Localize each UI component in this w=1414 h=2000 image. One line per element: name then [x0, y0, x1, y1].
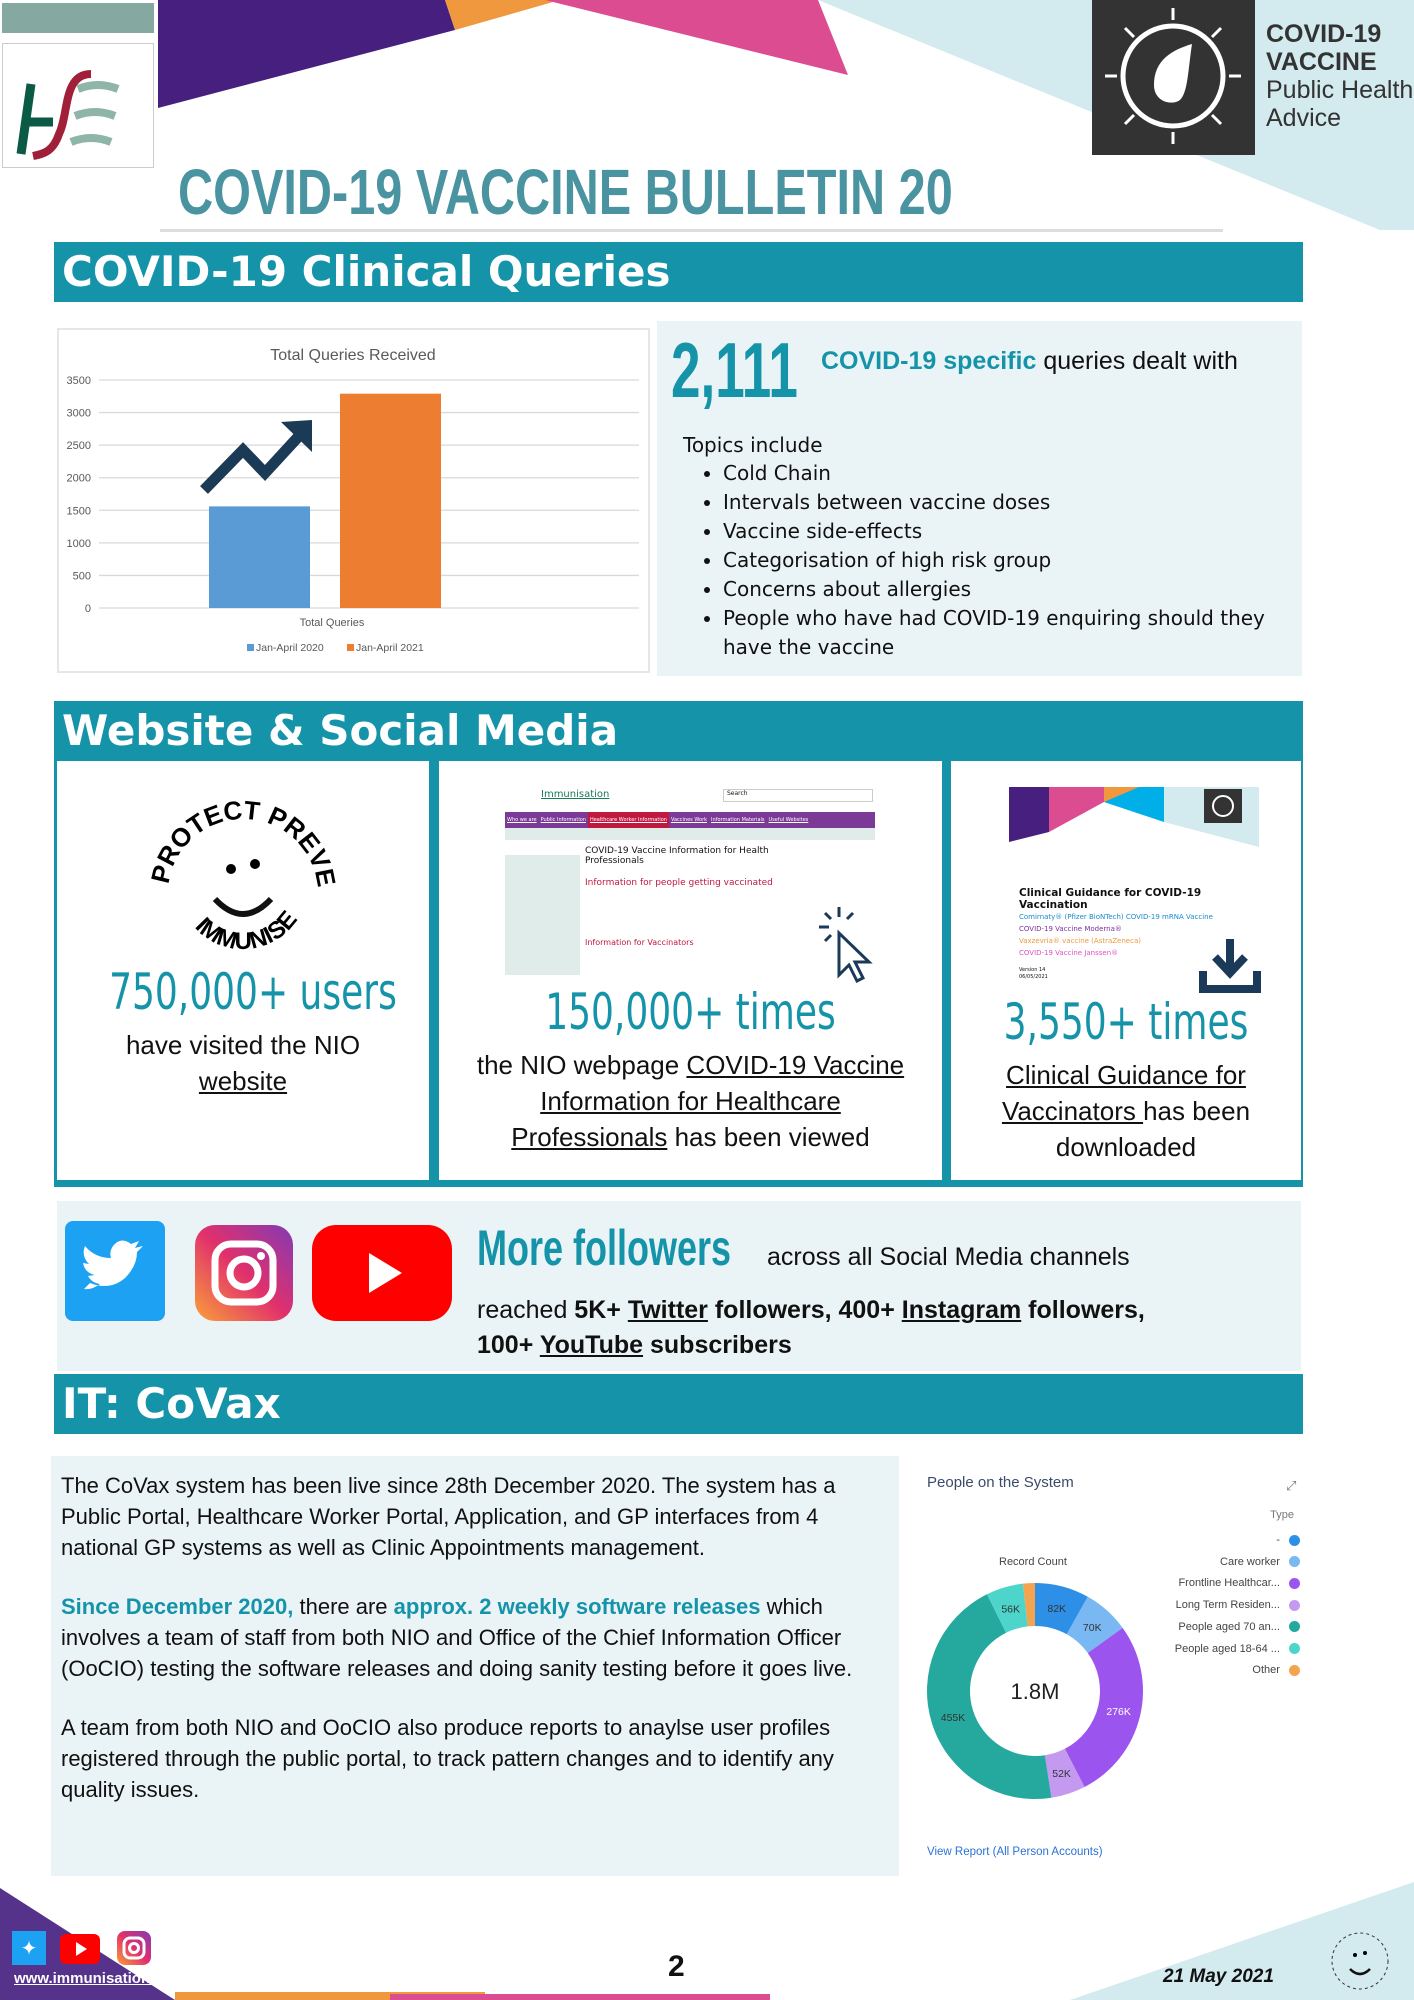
covax-since: Since December 2020,: [61, 1594, 294, 1619]
section-covax: IT: CoVax: [54, 1374, 1303, 1434]
donut-slice-label: 455K: [940, 1711, 966, 1724]
legend-swatch: [1289, 1643, 1300, 1654]
logo-strip: [2, 3, 154, 33]
legend-label: Long Term Residen...: [1175, 1599, 1280, 1612]
topic-item: • Categorisation of high risk group: [723, 546, 1288, 575]
followers-text: followers,: [1021, 1296, 1145, 1324]
footer-instagram-icon[interactable]: [117, 1931, 151, 1965]
legend-swatch: [1289, 1556, 1300, 1567]
legend-item[interactable]: [1175, 1530, 1300, 1552]
donut-title: People on the System: [927, 1474, 1074, 1491]
doc-date: 06/05/2021: [1019, 974, 1048, 980]
legend-item[interactable]: [1175, 1639, 1300, 1661]
social-panel: [57, 1201, 1301, 1371]
covax-paragraph-1: The CoVax system has been live since 28th December 2020. The system has a Public Portal, Healthcare Worker Portal, Application, and GP interfaces from 4 national GP systems as well as Clinic Appointments management.: [61, 1473, 836, 1560]
people-on-system-widget: [900, 1456, 1314, 1876]
badge-line3: Public Health: [1266, 76, 1414, 104]
footer-protect-prevent-logo: [1320, 1925, 1400, 1997]
queries-rest: queries dealt with: [1043, 347, 1238, 375]
doc-line1: Comirnaty® (Pfizer BioNTech) COVID-19 mRNA Vaccine: [1019, 913, 1213, 921]
webpage-screenshot: [505, 785, 875, 975]
shot-nav-item: Healthcare Worker Information: [588, 812, 669, 828]
y-tick-label: 1000: [66, 537, 91, 550]
donut-chart: [920, 1576, 1150, 1806]
donut-slice-label: 276K: [1106, 1706, 1131, 1719]
legend-label: Care worker: [1220, 1555, 1280, 1568]
social-headline: More followers: [477, 1220, 732, 1276]
donut-slice-label: 56K: [1001, 1603, 1021, 1616]
y-tick-label: 3500: [66, 375, 91, 387]
legend-item[interactable]: [1175, 1617, 1300, 1639]
expand-icon[interactable]: ⤢: [1286, 1478, 1297, 1493]
doc-line3: Vaxzevria® vaccine (AstraZeneca): [1019, 937, 1141, 945]
badge-line1: COVID-19: [1266, 20, 1382, 48]
title-divider: [160, 229, 1223, 232]
chart-title: Total Queries Received: [270, 347, 436, 364]
users-stat: 750,000+ users: [109, 963, 397, 1021]
footer-url-link[interactable]: www.immunisation.ie: [14, 1970, 167, 1987]
twitter-link[interactable]: Twitter: [627, 1296, 708, 1324]
bar-jan-april-2021: [340, 394, 441, 608]
shot-nav-item: Vaccines Work: [670, 817, 708, 823]
card-guidance: [951, 761, 1301, 1180]
legend-swatch: [347, 644, 354, 651]
shot-sub2: Information for Vaccinators: [585, 938, 694, 947]
y-tick-label: 500: [72, 570, 91, 583]
youtube-count: 100+: [477, 1331, 540, 1359]
legend-item[interactable]: [1175, 1595, 1300, 1617]
topics-label: Topics include: [683, 433, 823, 457]
doc-line2: COVID-19 Vaccine Moderna®: [1019, 925, 1122, 933]
donut-slice-label: 82K: [1047, 1602, 1067, 1615]
downloads-stat: 3,550+ times: [1003, 993, 1249, 1051]
shot-search: Search: [723, 789, 873, 802]
bar-chart-svg: [59, 330, 648, 671]
guidance-link[interactable]: Clinical Guidance for Vaccinators: [1001, 1060, 1246, 1126]
subscribers-text: subscribers: [643, 1331, 792, 1359]
covax-releases: approx. 2 weekly software releases: [393, 1594, 761, 1619]
legend-label: Frontline Healthcar...: [1178, 1577, 1280, 1590]
donut-legend: [1175, 1530, 1300, 1682]
svg-text:IMMUNISE: IMMUNISE: [189, 905, 303, 956]
youtube-icon[interactable]: [312, 1225, 452, 1321]
webpage-link[interactable]: COVID-19 Vaccine Information for Healthcare Professionals: [511, 1050, 905, 1152]
legend-item[interactable]: [1175, 1573, 1300, 1595]
users-text: have visited the NIO: [125, 1030, 361, 1060]
topic-item: • People who have had COVID-19 enquiring should they have the vaccine: [723, 604, 1288, 662]
shot-heading: COVID-19 Vaccine Information for Health Professionals: [585, 846, 769, 866]
webpage-text-post: has been viewed: [667, 1122, 870, 1152]
instagram-link[interactable]: Instagram: [901, 1296, 1022, 1324]
protect-prevent-immunise-logo: [143, 789, 343, 959]
twitter-count: 5K+: [574, 1296, 628, 1324]
topic-item: • Cold Chain: [723, 459, 1288, 488]
topic-item: • Vaccine side-effects: [723, 517, 1288, 546]
queries-count: 2,111: [671, 326, 798, 414]
card-webpage: [439, 761, 942, 1180]
queries-chart: [57, 328, 650, 673]
social-reached: reached: [477, 1296, 575, 1324]
footer-date: 21 May 2021: [1163, 1966, 1274, 1987]
legend-label: People aged 70 an...: [1178, 1620, 1280, 1633]
shot-nav-item: Useful Websites: [768, 817, 809, 823]
guidance-text-post: has been downloaded: [1055, 1096, 1251, 1162]
donut-slice-label: 52K: [1052, 1767, 1071, 1780]
legend-label: People aged 18-64 ...: [1174, 1642, 1280, 1655]
legend-swatch: [1289, 1665, 1300, 1676]
x-axis-label: Total Queries: [299, 617, 365, 629]
y-tick-label: 3000: [66, 407, 91, 420]
donut-center-total: 1.8M: [1010, 1679, 1060, 1704]
legend-item[interactable]: [1175, 1660, 1300, 1682]
queries-panel: [657, 321, 1302, 676]
covax-text-panel: [51, 1456, 899, 1876]
y-tick-label: 0: [84, 603, 91, 615]
instagram-count: followers, 400+: [707, 1296, 902, 1324]
section-website-social: Website & Social Media: [54, 701, 1303, 761]
webpage-stat: 150,000+ times: [545, 983, 836, 1041]
shot-nav-item: Who we are: [507, 817, 537, 823]
page-title: COVID-19 VACCINE BULLETIN 20: [178, 156, 953, 228]
legend-swatch: [247, 644, 254, 651]
hse-logo: [2, 43, 154, 168]
topic-item: • Intervals between vaccine doses: [723, 488, 1288, 517]
doc-version: Version 14: [1019, 967, 1046, 973]
covid-vaccine-badge: [1092, 0, 1255, 155]
y-tick-label: 2500: [66, 440, 91, 453]
legend-swatch: [1289, 1621, 1300, 1632]
view-report-link[interactable]: View Report (All Person Accounts): [927, 1846, 1103, 1858]
legend-swatch: [1289, 1535, 1300, 1546]
legend-swatch: [1289, 1600, 1300, 1611]
badge-line4: Advice: [1266, 104, 1342, 132]
legend-label: Jan-April 2020: [256, 642, 324, 654]
social-tail: across all Social Media channels: [767, 1243, 1130, 1271]
twitter-icon[interactable]: [65, 1221, 165, 1321]
youtube-link[interactable]: YouTube: [539, 1331, 644, 1359]
page-number: 2: [668, 1950, 685, 1983]
card-users: [57, 761, 429, 1180]
shot-nav-item: Information Materials: [711, 817, 765, 823]
section-clinical-queries: COVID-19 Clinical Queries: [54, 242, 1303, 302]
covax-paragraph-3: A team from both NIO and OoCIO also produce reports to anaylse user profiles registered through the public portal, to track pattern changes and to identify any quality issues.: [61, 1715, 834, 1802]
legend-label: Jan-April 2021: [356, 642, 424, 654]
topic-item: • Concerns about allergies: [723, 575, 1288, 604]
queries-highlight: COVID-19 specific: [821, 347, 1037, 375]
cursor-click-icon: [817, 905, 877, 985]
legend-item[interactable]: [1175, 1552, 1300, 1574]
doc-line4: COVID-19 Vaccine Janssen®: [1019, 949, 1119, 957]
y-tick-label: 1500: [66, 505, 91, 518]
donut-subtitle: Record Count: [999, 1556, 1067, 1568]
footer-youtube-icon[interactable]: [60, 1934, 100, 1964]
bar-jan-april-2020: [209, 506, 310, 608]
shot-site: Immunisation: [541, 789, 610, 800]
guidance-document-thumb: [1009, 787, 1259, 987]
svg-text:PROTECT PREVENT: PROTECT PREVE: [144, 794, 342, 889]
legend-label: -: [1276, 1534, 1280, 1546]
donut-slice-label: 70K: [1082, 1621, 1102, 1634]
footer-twitter-icon[interactable]: ✦: [12, 1931, 46, 1965]
webpage-text-pre: the NIO webpage: [476, 1050, 687, 1080]
trend-arrow-icon: [204, 436, 299, 490]
legend-label: Other: [1252, 1664, 1280, 1677]
donut-slice: [1065, 1628, 1143, 1787]
covax-p2b: there are: [293, 1594, 394, 1619]
shot-nav-item: Public Information: [540, 817, 586, 823]
website-link[interactable]: website: [198, 1066, 288, 1096]
legend-title: Type: [1270, 1509, 1294, 1521]
y-tick-label: 2000: [66, 472, 91, 485]
covax-p2d: which involves a team of staff from both NIO and Office of the Chief Information Officer (OoCIO) testing the software releases and doing sanity testing before it goes live.: [61, 1594, 853, 1681]
legend-swatch: [1289, 1578, 1300, 1589]
shot-sub1: Information for people getting vaccinated: [585, 878, 773, 888]
shot-nav: [505, 812, 875, 828]
badge-line2: VACCINE: [1266, 48, 1377, 76]
doc-title: Clinical Guidance for COVID-19 Vaccination: [1019, 887, 1202, 911]
instagram-icon[interactable]: [195, 1225, 293, 1321]
